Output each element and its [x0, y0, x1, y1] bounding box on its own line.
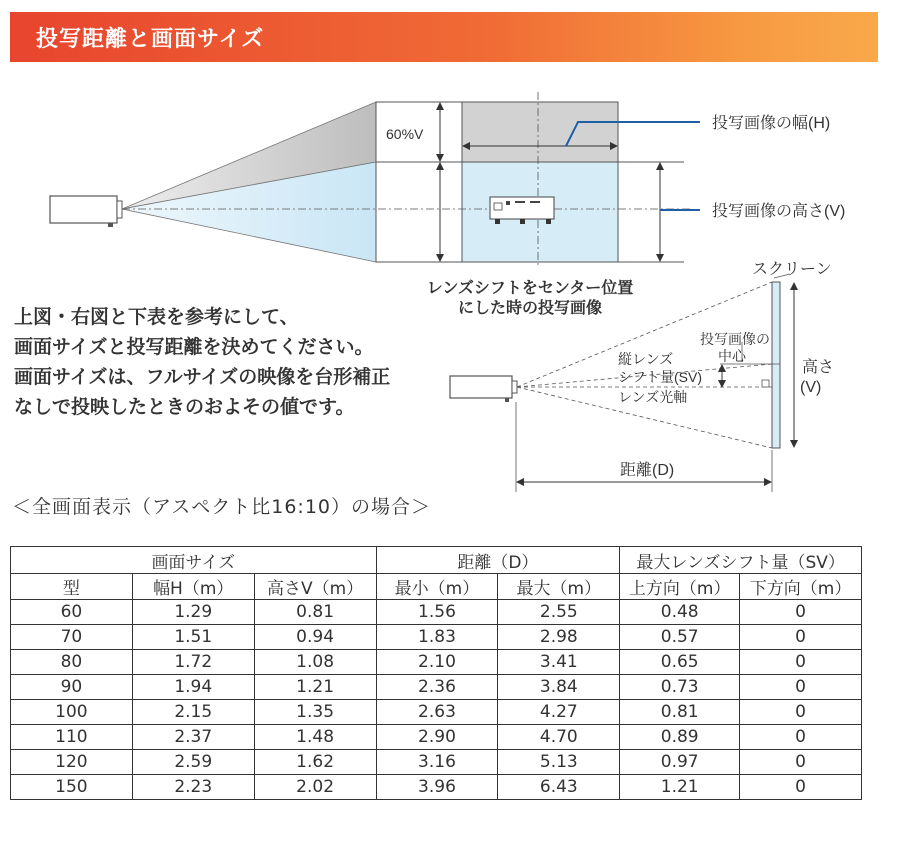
- cell-min: 2.63: [376, 700, 498, 725]
- screen-side-view: [772, 282, 780, 448]
- cell-type: 120: [11, 750, 133, 775]
- cell-down: 0: [740, 725, 862, 750]
- table-row: [11, 775, 862, 800]
- projector-icon-top: [50, 196, 122, 227]
- side-height-label-2: (V): [800, 379, 822, 396]
- table-heading: ＜全画面表示（アスペクト比16:10）の場合＞: [12, 496, 431, 518]
- cell-width: 1.51: [132, 625, 254, 650]
- cell-max: 4.27: [498, 700, 620, 725]
- cell-height: 1.35: [254, 700, 376, 725]
- cell-height: 1.21: [254, 675, 376, 700]
- intro-line-4: なしで投映したときのおよその値です。: [14, 396, 355, 418]
- screen-size-table: [10, 546, 862, 800]
- distance-label: 距離(D): [620, 462, 675, 479]
- table-row: [11, 600, 862, 625]
- cell-width: 2.59: [132, 750, 254, 775]
- shift-zone-right: [462, 102, 618, 162]
- screen-label: スクリーン: [752, 261, 832, 278]
- table-row: [11, 750, 862, 775]
- width-label: 投写画像の幅(H): [712, 115, 831, 132]
- cell-min: 1.83: [376, 625, 498, 650]
- center-label-1: 投写画像の: [700, 331, 770, 347]
- cell-type: 90: [11, 675, 133, 700]
- shift-label-1: 縦レンズ: [618, 351, 674, 367]
- screen-zone-left: [376, 162, 462, 262]
- column-header-max: 最大（m）: [498, 574, 620, 600]
- group-header-distance: 距離（D）: [376, 547, 620, 574]
- cell-max: 2.98: [498, 625, 620, 650]
- column-header-type: 型: [11, 574, 133, 600]
- cell-down: 0: [740, 650, 862, 675]
- cell-min: 2.10: [376, 650, 498, 675]
- page-title: 投写距離と画面サイズ: [36, 27, 265, 52]
- cell-height: 1.08: [254, 650, 376, 675]
- cell-down: 0: [740, 775, 862, 800]
- cell-max: 2.55: [498, 600, 620, 625]
- cell-down: 0: [740, 675, 862, 700]
- cell-type: 80: [11, 650, 133, 675]
- cell-max: 6.43: [498, 775, 620, 800]
- cell-max: 3.84: [498, 675, 620, 700]
- cell-height: 0.81: [254, 600, 376, 625]
- axis-label: レンズ光軸: [618, 389, 688, 405]
- cell-up: 0.81: [620, 700, 740, 725]
- cell-width: 1.94: [132, 675, 254, 700]
- cell-down: 0: [740, 600, 862, 625]
- side-height-label-1: 高さ: [802, 359, 835, 376]
- cell-up: 0.48: [620, 600, 740, 625]
- cell-up: 0.97: [620, 750, 740, 775]
- cell-min: 1.56: [376, 600, 498, 625]
- cell-width: 1.29: [132, 600, 254, 625]
- cell-min: 3.96: [376, 775, 498, 800]
- column-header-down: 下方向（m）: [740, 574, 862, 600]
- group-header-lens-shift: 最大レンズシフト量（SV）: [620, 547, 862, 574]
- shift-label-2: シフト量(SV): [618, 369, 702, 385]
- cell-min: 2.36: [376, 675, 498, 700]
- intro-line-3: 画面サイズは、フルサイズの映像を台形補正: [14, 366, 391, 388]
- caption-line-2: にした時の投写画像: [457, 298, 602, 317]
- cell-width: 2.23: [132, 775, 254, 800]
- cell-type: 100: [11, 700, 133, 725]
- cell-height: 1.62: [254, 750, 376, 775]
- cell-width: 2.37: [132, 725, 254, 750]
- cell-down: 0: [740, 750, 862, 775]
- projector-icon-side: [450, 376, 517, 402]
- table-row: [11, 725, 862, 750]
- table-row: [11, 700, 862, 725]
- intro-line-1: 上図・右図と下表を参考にして、: [14, 306, 299, 328]
- intro-line-2: 画面サイズと投写距離を決めてください。: [14, 336, 374, 358]
- column-header-min: 最小（m）: [376, 574, 498, 600]
- cell-type: 60: [11, 600, 133, 625]
- table-row: [11, 650, 862, 675]
- column-header-width: 幅H（m）: [132, 574, 254, 600]
- cell-down: 0: [740, 625, 862, 650]
- cell-height: 2.02: [254, 775, 376, 800]
- cell-height: 1.48: [254, 725, 376, 750]
- cell-up: 0.57: [620, 625, 740, 650]
- cell-up: 1.21: [620, 775, 740, 800]
- height-label: 投写画像の高さ(V): [712, 203, 846, 220]
- cell-up: 0.89: [620, 725, 740, 750]
- cell-max: 5.13: [498, 750, 620, 775]
- percent-label: 60%V: [386, 126, 424, 142]
- center-label-2: 中心: [718, 348, 746, 364]
- cell-up: 0.73: [620, 675, 740, 700]
- cell-max: 4.70: [498, 725, 620, 750]
- column-header-up: 上方向（m）: [620, 574, 740, 600]
- cell-up: 0.65: [620, 650, 740, 675]
- cell-type: 70: [11, 625, 133, 650]
- caption-line-1: レンズシフトをセンター位置: [426, 278, 634, 297]
- table-row: [11, 625, 862, 650]
- cell-max: 3.41: [498, 650, 620, 675]
- cell-type: 150: [11, 775, 133, 800]
- table-row: [11, 675, 862, 700]
- column-header-height: 高さV（m）: [254, 574, 376, 600]
- cell-width: 1.72: [132, 650, 254, 675]
- group-header-screen-size: 画面サイズ: [11, 547, 377, 574]
- cell-down: 0: [740, 700, 862, 725]
- cell-type: 110: [11, 725, 133, 750]
- cell-width: 2.15: [132, 700, 254, 725]
- cell-min: 2.90: [376, 725, 498, 750]
- cell-height: 0.94: [254, 625, 376, 650]
- intro-text: [14, 302, 434, 422]
- cell-min: 3.16: [376, 750, 498, 775]
